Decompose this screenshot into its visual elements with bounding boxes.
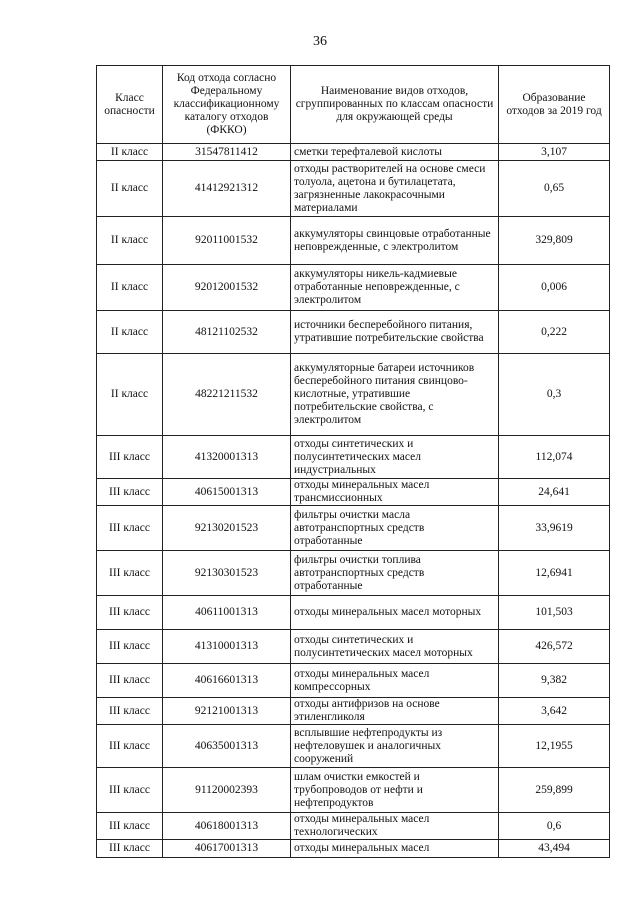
cell-waste-name: всплывшие нефтепродукты из нефтеловушек и аналогичных сооружений	[291, 725, 499, 768]
cell-waste-name: аккумуляторные батареи источников бесперебойного питания свинцово-кислотные, утратившие потребительские свойства, с электролитом	[291, 354, 499, 436]
cell-waste-amount: 12,1955	[499, 725, 610, 768]
page-number: 36	[313, 34, 327, 49]
cell-waste-amount: 426,572	[499, 630, 610, 664]
cell-hazard-class: II класс	[97, 354, 163, 436]
table-row	[97, 630, 610, 664]
cell-hazard-class: III класс	[97, 664, 163, 698]
cell-waste-name: отходы минеральных масел трансмиссионных	[291, 479, 499, 506]
cell-hazard-class: III класс	[97, 768, 163, 813]
cell-waste-amount: 0,6	[499, 813, 610, 840]
header-waste-name: Наименование видов отходов, сгруппированных по классам опасности для окружающей среды	[291, 66, 499, 144]
cell-hazard-class: III класс	[97, 551, 163, 596]
cell-waste-name: аккумуляторы свинцовые отработанные неповрежденные, с электролитом	[291, 217, 499, 265]
table-row	[97, 217, 610, 265]
cell-fkko-code: 92130201523	[163, 506, 291, 551]
cell-waste-amount: 0,65	[499, 161, 610, 217]
table-row	[97, 664, 610, 698]
cell-waste-name: отходы минеральных масел	[291, 840, 499, 858]
cell-fkko-code: 40618001313	[163, 813, 291, 840]
cell-waste-name: отходы синтетических и полусинтетических масел индустриальных	[291, 436, 499, 479]
waste-table	[96, 65, 610, 858]
header-hazard-class: Класс опасности	[97, 66, 163, 144]
cell-fkko-code: 92011001532	[163, 217, 291, 265]
cell-hazard-class: III класс	[97, 725, 163, 768]
cell-waste-name: отходы минеральных масел технологических	[291, 813, 499, 840]
cell-hazard-class: II класс	[97, 311, 163, 354]
cell-waste-name: отходы антифризов на основе этиленгликоля	[291, 698, 499, 725]
cell-fkko-code: 40635001313	[163, 725, 291, 768]
table-row	[97, 436, 610, 479]
cell-waste-amount: 0,222	[499, 311, 610, 354]
cell-waste-name: источники бесперебойного питания, утратившие потребительские свойства	[291, 311, 499, 354]
cell-fkko-code: 92121001313	[163, 698, 291, 725]
cell-waste-amount: 24,641	[499, 479, 610, 506]
table-row	[97, 144, 610, 161]
cell-waste-name: фильтры очистки масла автотранспортных средств отработанные	[291, 506, 499, 551]
cell-waste-name: отходы минеральных масел моторных	[291, 596, 499, 630]
table-row	[97, 161, 610, 217]
cell-fkko-code: 92130301523	[163, 551, 291, 596]
cell-waste-amount: 3,642	[499, 698, 610, 725]
cell-waste-name: отходы синтетических и полусинтетических масел моторных	[291, 630, 499, 664]
table-row	[97, 596, 610, 630]
table-row	[97, 479, 610, 506]
cell-waste-name: фильтры очистки топлива автотранспортных средств отработанные	[291, 551, 499, 596]
cell-fkko-code: 40611001313	[163, 596, 291, 630]
cell-fkko-code: 31547811412	[163, 144, 291, 161]
cell-waste-name: отходы растворителей на основе смеси толуола, ацетона и бутилацетата, загрязненные лакокрасочными материалами	[291, 161, 499, 217]
cell-fkko-code: 92012001532	[163, 265, 291, 311]
cell-hazard-class: II класс	[97, 161, 163, 217]
cell-waste-name: аккумуляторы никель-кадмиевые отработанные неповрежденные, с электролитом	[291, 265, 499, 311]
cell-fkko-code: 48221211532	[163, 354, 291, 436]
table-row	[97, 768, 610, 813]
table-row	[97, 551, 610, 596]
cell-fkko-code: 40617001313	[163, 840, 291, 858]
cell-waste-amount: 112,074	[499, 436, 610, 479]
cell-waste-amount: 12,6941	[499, 551, 610, 596]
cell-waste-amount: 101,503	[499, 596, 610, 630]
cell-hazard-class: III класс	[97, 698, 163, 725]
table-row	[97, 698, 610, 725]
cell-waste-name: сметки терефталевой кислоты	[291, 144, 499, 161]
cell-hazard-class: III класс	[97, 630, 163, 664]
cell-waste-amount: 3,107	[499, 144, 610, 161]
cell-hazard-class: III класс	[97, 479, 163, 506]
cell-hazard-class: II класс	[97, 265, 163, 311]
cell-waste-name: шлам очистки емкостей и трубопроводов от нефти и нефтепродуктов	[291, 768, 499, 813]
table-row	[97, 840, 610, 858]
cell-hazard-class: III класс	[97, 436, 163, 479]
cell-waste-amount: 259,899	[499, 768, 610, 813]
cell-hazard-class: II класс	[97, 217, 163, 265]
cell-hazard-class: II класс	[97, 144, 163, 161]
table-row	[97, 506, 610, 551]
cell-fkko-code: 41320001313	[163, 436, 291, 479]
cell-waste-amount: 0,006	[499, 265, 610, 311]
cell-fkko-code: 48121102532	[163, 311, 291, 354]
table-header-row	[97, 66, 610, 144]
header-waste-amount: Образование отходов за 2019 год	[499, 66, 610, 144]
cell-waste-amount: 329,809	[499, 217, 610, 265]
cell-waste-amount: 43,494	[499, 840, 610, 858]
cell-fkko-code: 40616601313	[163, 664, 291, 698]
table-row	[97, 265, 610, 311]
table-row	[97, 725, 610, 768]
cell-waste-name: отходы минеральных масел компрессорных	[291, 664, 499, 698]
cell-waste-amount: 33,9619	[499, 506, 610, 551]
cell-waste-amount: 9,382	[499, 664, 610, 698]
cell-hazard-class: III класс	[97, 506, 163, 551]
cell-fkko-code: 91120002393	[163, 768, 291, 813]
cell-hazard-class: III класс	[97, 840, 163, 858]
cell-fkko-code: 41310001313	[163, 630, 291, 664]
table-row	[97, 813, 610, 840]
cell-fkko-code: 41412921312	[163, 161, 291, 217]
cell-hazard-class: III класс	[97, 596, 163, 630]
cell-waste-amount: 0,3	[499, 354, 610, 436]
cell-fkko-code: 40615001313	[163, 479, 291, 506]
cell-hazard-class: III класс	[97, 813, 163, 840]
header-fkko-code: Код отхода согласно Федеральному классификационному каталогу отходов (ФККО)	[163, 66, 291, 144]
table-row	[97, 354, 610, 436]
table-row	[97, 311, 610, 354]
